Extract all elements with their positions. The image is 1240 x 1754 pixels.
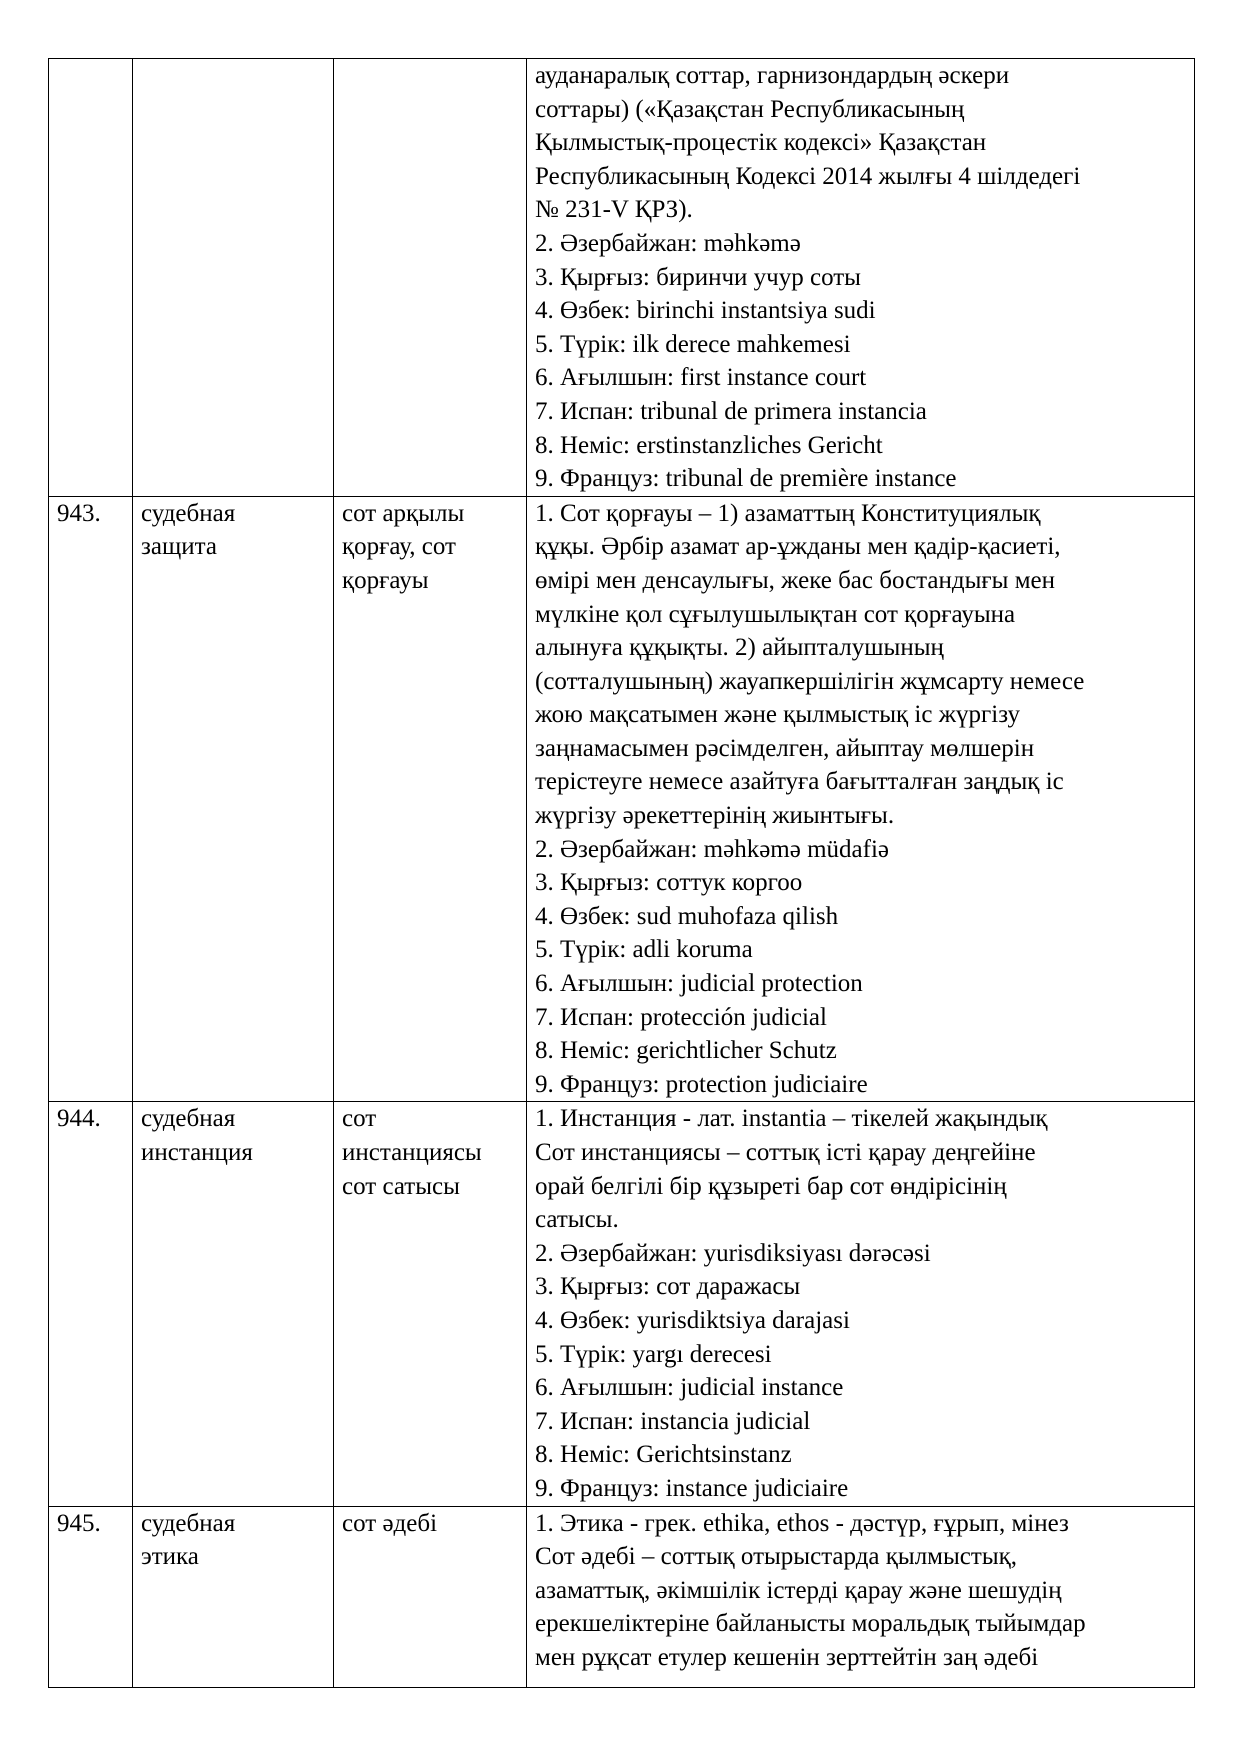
definition-line: мен рұқсат етулер кешенін зерттейтін заң әдебі	[535, 1643, 1039, 1671]
definition-line: соттары) («Қазақстан Республикасының	[535, 95, 965, 123]
definition-line: 2. Әзербайжан: məhkəmə	[535, 229, 801, 257]
definition-line: 6. Ағылшын: judicial instance	[535, 1374, 844, 1402]
term-kazakh-line: инстанциясы	[342, 1139, 482, 1166]
definition-line: Республикасының Кодексі 2014 жылғы 4 шілдедегі	[535, 162, 1081, 190]
definition-line: № 231-V ҚРЗ).	[535, 196, 693, 224]
definition-line: 7. Испан: protección judicial	[535, 1003, 827, 1031]
term-russian-line: защита	[141, 533, 217, 561]
entry-number	[49, 496, 133, 1102]
term-kazakh-line: қорғауы	[342, 566, 429, 594]
definition-line: 7. Испан: instancia judicial	[535, 1407, 811, 1435]
definition-line: жүргізу әрекеттерінің жиынтығы.	[535, 802, 895, 830]
term-kazakh	[334, 1506, 527, 1687]
definition-line: 9. Француз: tribunal de première instance	[535, 465, 957, 493]
definition-line: 3. Қырғыз: сот даражасы	[535, 1273, 801, 1301]
definition-line: 1. Инстанция - лат. instantia – тікелей жақындық	[535, 1105, 1048, 1133]
definition-line: 9. Француз: protection judiciaire	[535, 1070, 868, 1098]
entry-number	[49, 59, 133, 497]
term-russian-line: судебная	[141, 499, 236, 527]
definition-line: 9. Француз: instance judiciaire	[535, 1474, 849, 1502]
definition-line: жою мақсатымен және қылмыстық іс жүргізу	[535, 701, 1021, 729]
definition-line: ерекшеліктеріне байланысты моральдық тыйымдар	[535, 1610, 1086, 1638]
term-kazakh	[334, 496, 527, 1102]
definition-line: заңнамасымен рәсімделген, айыптау мөлшерін	[535, 734, 1035, 762]
definition-line: 1. Сот қорғауы – 1) азаматтың Конституциялық	[535, 499, 1041, 527]
term-kazakh-line: сот әдебі	[342, 1509, 438, 1537]
term-definition	[527, 59, 1195, 497]
term-kazakh-line: сот сатысы	[342, 1172, 460, 1200]
term-russian-line: этика	[141, 1543, 199, 1571]
definition-line: орай белгілі бір құзыреті бар сот өндірісінің	[535, 1172, 1007, 1200]
term-russian	[133, 496, 334, 1102]
definition-line: 7. Испан: tribunal de primera instancia	[535, 397, 927, 425]
definition-line: 5. Түрік: yargı derecesi	[535, 1340, 772, 1368]
table-row	[49, 1506, 1195, 1687]
definition-line: азаматтық, әкімшілік істерді қарау және шешудің	[535, 1576, 1062, 1604]
definition-line: өмірі мен денсаулығы, жеке бас бостандығы мен	[535, 566, 1055, 594]
glossary-table	[48, 58, 1195, 1688]
definition-line: сатысы.	[535, 1206, 619, 1234]
entry-number-text: 944.	[57, 1105, 101, 1133]
definition-line: 6. Ағылшын: first instance court	[535, 364, 867, 392]
entry-number-text: 945.	[57, 1509, 101, 1537]
definition-line: 5. Түрік: ilk derece mahkemesi	[535, 330, 851, 358]
term-kazakh-line: қорғау, сот	[342, 533, 456, 561]
definition-line: 5. Түрік: adli koruma	[535, 936, 753, 964]
definition-line: терістеуге немесе азайтуға бағытталған заңдық іс	[535, 768, 1064, 796]
definition-line: 6. Ағылшын: judicial protection	[535, 970, 863, 998]
definition-line: 8. Неміс: erstinstanzliches Gericht	[535, 431, 883, 459]
definition-line: ауданаралық соттар, гарнизондардың әскери	[535, 62, 1010, 89]
term-kazakh	[334, 59, 527, 497]
term-russian	[133, 1506, 334, 1687]
term-russian	[133, 1102, 334, 1506]
term-definition	[527, 1506, 1195, 1687]
entry-number	[49, 1506, 133, 1687]
entry-number	[49, 1102, 133, 1506]
definition-line: 8. Неміс: gerichtlicher Schutz	[535, 1037, 837, 1065]
definition-line: 8. Неміс: Gerichtsinstanz	[535, 1441, 792, 1469]
term-russian	[133, 59, 334, 497]
definition-line: 3. Қырғыз: биринчи учур соты	[535, 263, 861, 291]
definition-line: (сотталушының) жауапкершілігін жұмсарту немесе	[535, 667, 1085, 695]
entry-number-text: 943.	[57, 499, 101, 527]
term-russian-line: инстанция	[141, 1139, 253, 1166]
definition-line: 4. Өзбек: sud muhofaza qilish	[535, 902, 839, 930]
definition-line: 1. Этика - грек. ethika, ethos - дәстүр, ғұрып, мінез	[535, 1509, 1069, 1537]
definition-line: Сот инстанциясы – соттық істі қарау деңгейіне	[535, 1139, 1036, 1166]
definition-line: құқы. Әрбір азамат ар-ұжданы мен қадір-қасиеті,	[535, 533, 1061, 561]
term-kazakh-line: сот	[342, 1105, 377, 1133]
definition-line: 2. Әзербайжан: yurisdiksiyası dərəcəsi	[535, 1239, 931, 1267]
definition-line: алынуға құқықты. 2) айыпталушының	[535, 634, 944, 662]
term-russian-line: судебная	[141, 1105, 236, 1133]
table-row	[49, 1102, 1195, 1506]
glossary-body	[49, 59, 1195, 1688]
definition-line: Қылмыстық-процестік кодексі» Қазақстан	[535, 129, 987, 157]
definition-line: 4. Өзбек: yurisdiktsiya darajasi	[535, 1306, 850, 1334]
term-russian-line: судебная	[141, 1509, 236, 1537]
term-kazakh-line: сот арқылы	[342, 499, 465, 527]
table-row	[49, 59, 1195, 497]
term-definition	[527, 496, 1195, 1102]
definition-line: Сот әдебі – соттық отырыстарда қылмыстық,	[535, 1543, 1018, 1571]
definition-line: 4. Өзбек: birinchi instantsiya sudi	[535, 297, 876, 325]
table-row	[49, 496, 1195, 1102]
definition-line: 2. Әзербайжан: məhkəmə müdafiə	[535, 835, 890, 863]
term-definition	[527, 1102, 1195, 1506]
term-kazakh	[334, 1102, 527, 1506]
definition-line: мүлкіне қол сұғылушылықтан сот қорғауына	[535, 600, 1016, 628]
definition-line: 3. Қырғыз: соттук коргоо	[535, 869, 803, 897]
